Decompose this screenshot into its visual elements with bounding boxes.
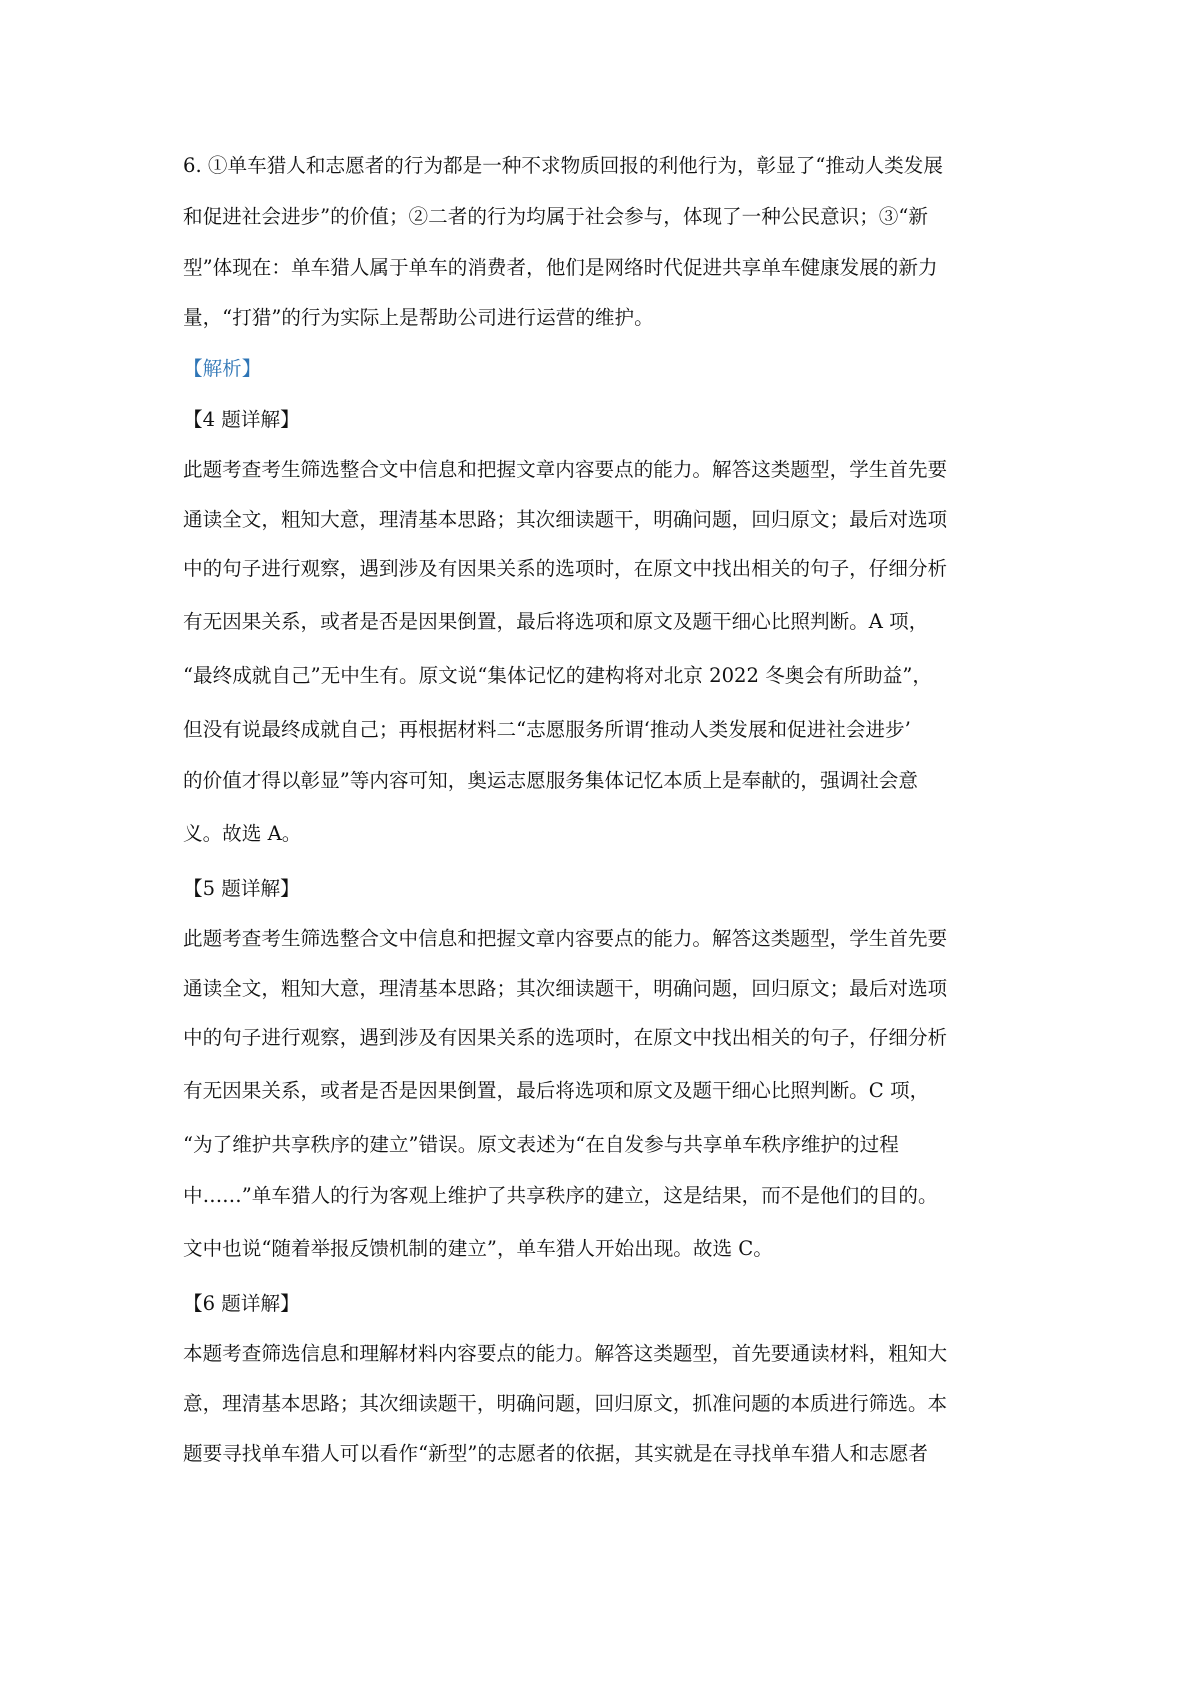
q4-line-7: 的价值才得以彰显”等内容可知，奥运志愿服务集体记忆本质上是奉献的，强调社会意 xyxy=(183,769,918,792)
q5-line-6: 中……”单车猎人的行为客观上维护了共享秩序的建立，这是结果，而不是他们的目的。 xyxy=(183,1184,938,1207)
q4-line-2: 通读全文，粗知大意，理清基本思路；其次细读题干，明确问题，回归原文；最后对选项 xyxy=(183,508,948,531)
q5-line-4: 有无因果关系，或者是否是因果倒置，最后将选项和原文及题干细心比照判断。C 项， xyxy=(183,1079,930,1102)
q4-line-5: “最终成就自己”无中生有。原文说“集体记忆的建构将对北京 2022 冬奥会有所助益”， xyxy=(183,664,932,687)
analysis-label: 【解析】 xyxy=(183,357,262,380)
q4-heading: 【4 题详解】 xyxy=(183,408,300,431)
q4-line-1: 此题考查考生筛选整合文中信息和把握文章内容要点的能力。解答这类题型，学生首先要 xyxy=(183,458,948,481)
q5-line-1: 此题考查考生筛选整合文中信息和把握文章内容要点的能力。解答这类题型，学生首先要 xyxy=(183,927,948,950)
q5-line-3: 中的句子进行观察，遇到涉及有因果关系的选项时，在原文中找出相关的句子，仔细分析 xyxy=(183,1026,948,1049)
q6-line-2: 意，理清基本思路；其次细读题干，明确问题，回归原文，抓准问题的本质进行筛选。本 xyxy=(183,1392,948,1415)
answer6-line-2: 和促进社会进步”的价值；②二者的行为均属于社会参与，体现了一种公民意识；③“新 xyxy=(183,205,929,228)
q5-line-2: 通读全文，粗知大意，理清基本思路；其次细读题干，明确问题，回归原文；最后对选项 xyxy=(183,977,948,1000)
q6-heading: 【6 题详解】 xyxy=(183,1292,300,1315)
q5-heading: 【5 题详解】 xyxy=(183,877,300,900)
answer6-line-1: 6. ①单车猎人和志愿者的行为都是一种不求物质回报的利他行为，彰显了“推动人类发展 xyxy=(183,154,943,177)
answer6-line-3: 型”体现在：单车猎人属于单车的消费者，他们是网络时代促进共享单车健康发展的新力 xyxy=(183,256,938,279)
q4-line-4: 有无因果关系，或者是否是因果倒置，最后将选项和原文及题干细心比照判断。A 项， xyxy=(183,610,929,633)
q6-line-3: 题要寻找单车猎人可以看作“新型”的志愿者的依据，其实就是在寻找单车猎人和志愿者 xyxy=(183,1442,929,1465)
q4-line-3: 中的句子进行观察，遇到涉及有因果关系的选项时，在原文中找出相关的句子，仔细分析 xyxy=(183,557,948,580)
q5-line-7: 文中也说“随着举报反馈机制的建立”，单车猎人开始出现。故选 C。 xyxy=(183,1237,773,1260)
q5-line-5: “为了维护共享秩序的建立”错误。原文表述为“在自发参与共享单车秩序维护的过程 xyxy=(183,1133,899,1156)
q4-line-8: 义。故选 A。 xyxy=(183,822,302,845)
q6-line-1: 本题考查筛选信息和理解材料内容要点的能力。解答这类题型，首先要通读材料，粗知大 xyxy=(183,1342,948,1365)
q4-line-6: 但没有说最终成就自己；再根据材料二“志愿服务所谓‘推动人类发展和促进社会进步’ xyxy=(183,718,911,741)
answer6-line-4: 量，“打猎”的行为实际上是帮助公司进行运营的维护。 xyxy=(183,306,654,329)
